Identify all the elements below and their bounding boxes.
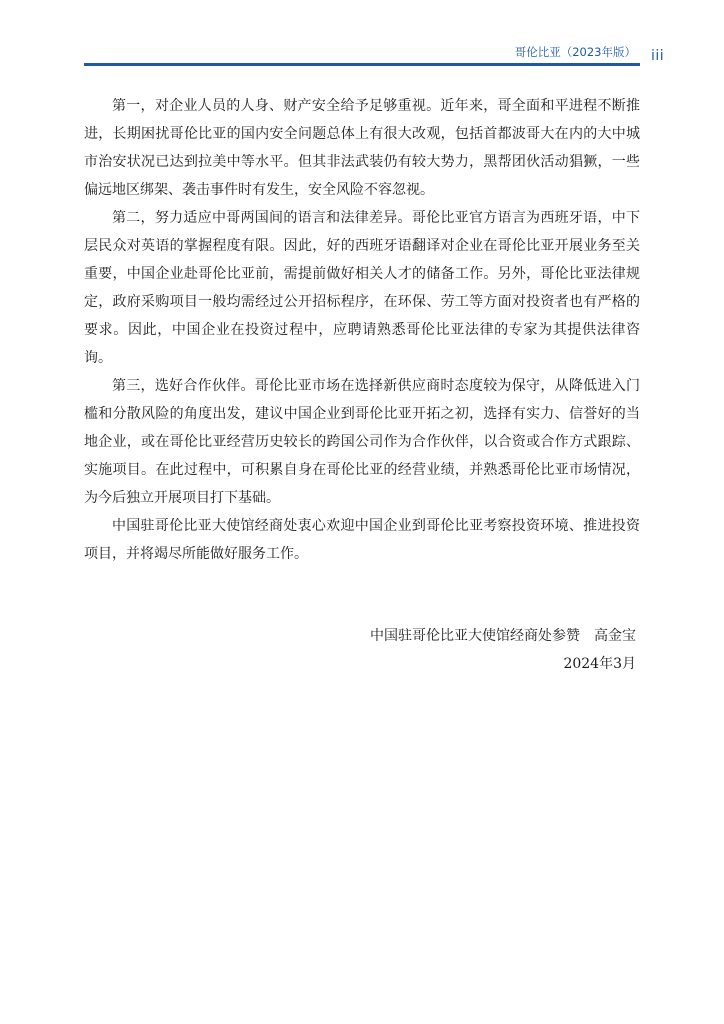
paragraph-welcome: 中国驻哥伦比亚大使馆经商处衷心欢迎中国企业到哥伦比亚考察投资环境、推进投资项目，并将竭尽所能做好服务工作。 [84, 518, 640, 562]
body-text [84, 92, 640, 568]
signature-name: 高金宝 [594, 628, 636, 644]
signature-date: 2024年3月 [563, 656, 636, 672]
signature-office: 中国驻哥伦比亚大使馆经商处参赞 [370, 628, 580, 644]
paragraph-partners: 第三，选好合作伙伴。哥伦比亚市场在选择新供应商时态度较为保守，从降低进入门槛和分散风险的角度出发，建议中国企业到哥伦比亚开拓之初，选择有实力、信誉好的当地企业，或在哥伦比亚经营历史较长的跨国公司作为合作伙伴，以合资或合作方式跟踪、实施项目。在此过程中，可积累自身在哥伦比亚的经营业绩，并熟悉哥伦比亚市场情况，为今后独立开展项目打下基础。 [84, 378, 640, 506]
page-number: iii [651, 48, 665, 64]
paragraph-safety: 第一，对企业人员的人身、财产安全给予足够重视。近年来，哥全面和平进程不断推进，长期困扰哥伦比亚的国内安全问题总体上有很大改观，包括首都波哥大在内的大中城市治安状况已达到拉美中等水平。但其非法武装仍有较大势力，黑帮团伙活动猖獗，一些偏远地区绑架、袭击事件时有发生，安全风险不容忽视。 [84, 98, 640, 198]
paragraph-language-law: 第二，努力适应中哥两国间的语言和法律差异。哥伦比亚官方语言为西班牙语，中下层民众对英语的掌握程度有限。因此，好的西班牙语翻译对企业在哥伦比亚开展业务至关重要，中国企业赴哥伦比亚前，需提前做好相关人才的储备工作。另外，哥伦比亚法律规定，政府采购项目一般均需经过公开招标程序，在环保、劳工等方面对投资者也有严格的要求。因此，中国企业在投资过程中，应聘请熟悉哥伦比亚法律的专家为其提供法律咨询。 [84, 210, 640, 366]
header-title: 哥伦比亚（2023年版） [514, 45, 636, 59]
header-rule [84, 63, 640, 66]
signature-line [370, 622, 636, 650]
signature-block [370, 622, 636, 678]
page-header [0, 0, 724, 70]
